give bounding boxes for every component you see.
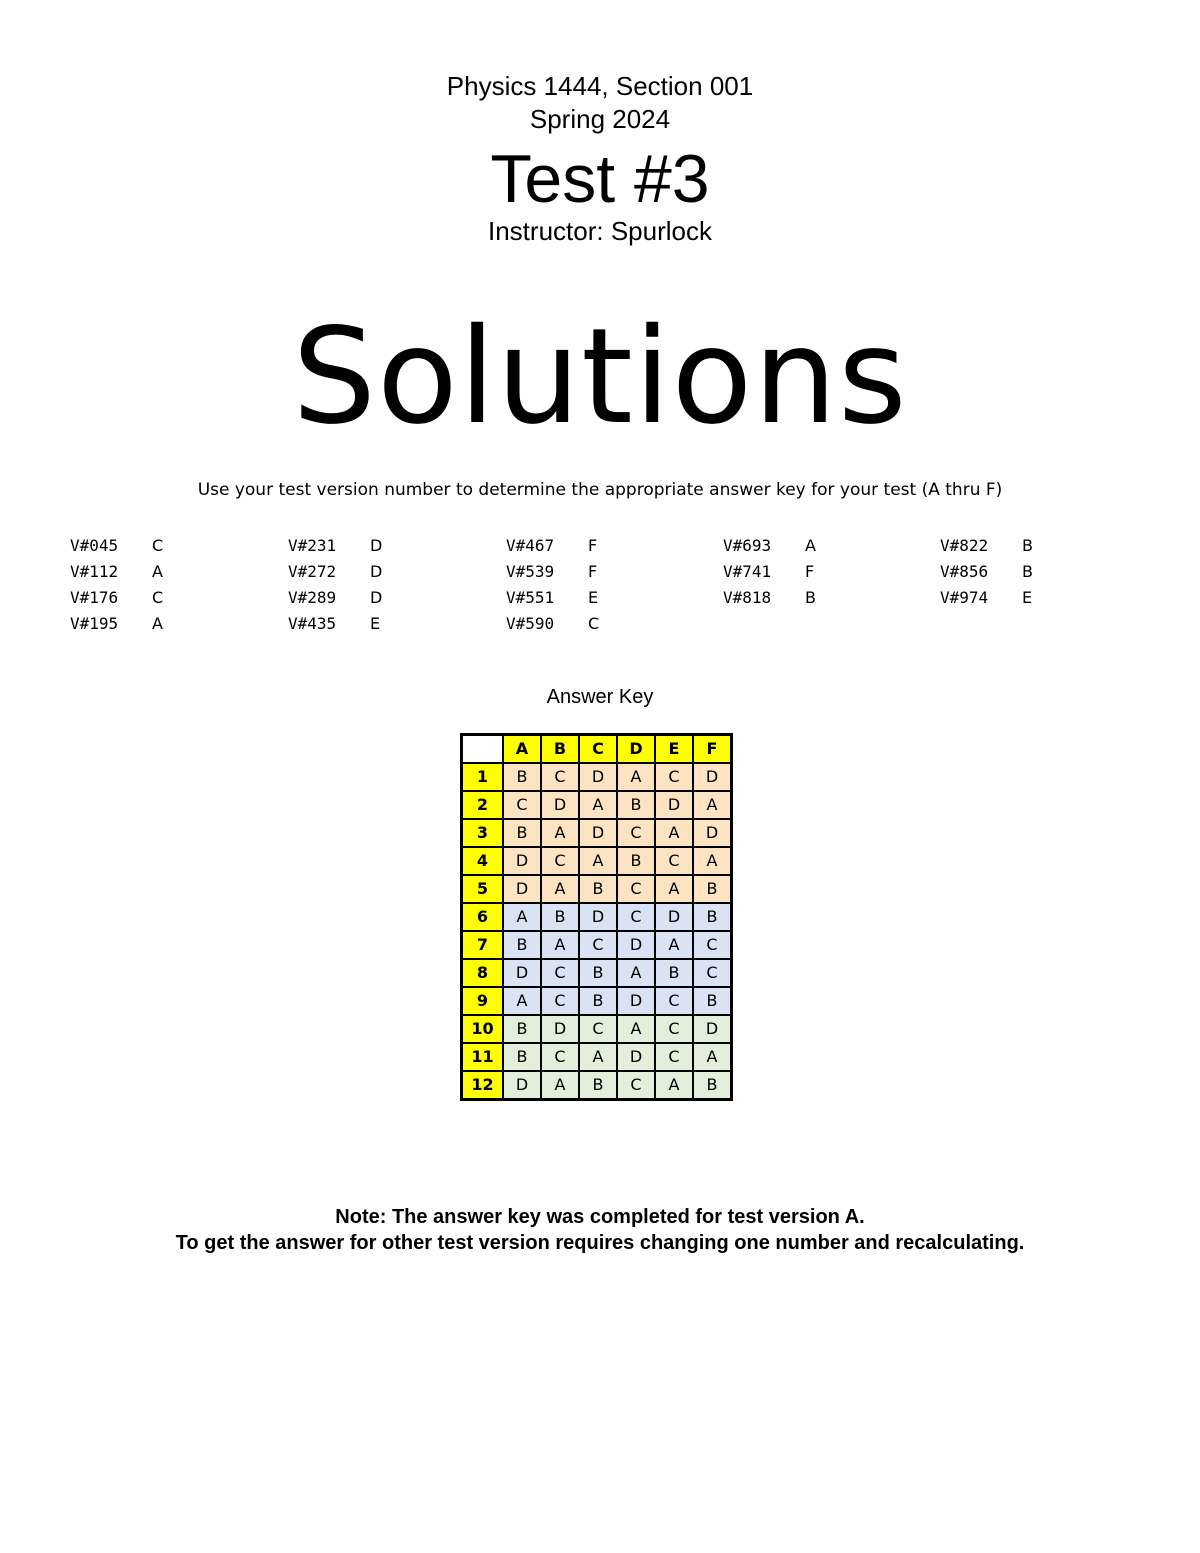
version-key-letter: C bbox=[588, 614, 600, 633]
version-number: V#176 bbox=[70, 588, 119, 607]
answer-cell: C bbox=[693, 959, 732, 987]
answer-key-column-header: E bbox=[655, 735, 693, 764]
answer-cell: A bbox=[617, 763, 655, 791]
answer-cell: C bbox=[541, 847, 579, 875]
version-entry bbox=[70, 559, 163, 585]
answer-cell: B bbox=[693, 903, 732, 931]
answer-cell: B bbox=[617, 847, 655, 875]
version-key-letter: B bbox=[805, 588, 816, 607]
question-number: 6 bbox=[462, 903, 504, 931]
answer-key-row bbox=[462, 931, 732, 959]
version-key-letter: F bbox=[805, 562, 815, 581]
answer-key-row bbox=[462, 875, 732, 903]
version-entry bbox=[723, 533, 816, 559]
answer-cell: D bbox=[503, 959, 541, 987]
answer-key-row bbox=[462, 1015, 732, 1043]
answer-cell: C bbox=[541, 1043, 579, 1071]
answer-cell: A bbox=[617, 959, 655, 987]
version-number: V#045 bbox=[70, 536, 119, 555]
version-column bbox=[723, 533, 816, 611]
version-entry bbox=[288, 611, 382, 637]
answer-cell: D bbox=[503, 875, 541, 903]
answer-cell: A bbox=[655, 875, 693, 903]
answer-cell: C bbox=[579, 1015, 617, 1043]
answer-cell: D bbox=[617, 987, 655, 1015]
version-number: V#974 bbox=[940, 588, 989, 607]
question-number: 3 bbox=[462, 819, 504, 847]
answer-key-row bbox=[462, 959, 732, 987]
version-entry bbox=[70, 585, 163, 611]
answer-cell: A bbox=[579, 791, 617, 819]
answer-cell: C bbox=[541, 763, 579, 791]
answer-cell: D bbox=[579, 819, 617, 847]
version-number: V#289 bbox=[288, 588, 337, 607]
answer-cell: D bbox=[579, 763, 617, 791]
note-line-1: Note: The answer key was completed for test version A. bbox=[335, 1206, 865, 1228]
answer-cell: D bbox=[503, 1071, 541, 1100]
answer-cell: B bbox=[503, 1043, 541, 1071]
answer-cell: A bbox=[655, 931, 693, 959]
version-key-letter: E bbox=[370, 614, 381, 633]
version-entry bbox=[506, 559, 599, 585]
version-key-letter: B bbox=[1022, 536, 1033, 555]
version-number: V#590 bbox=[506, 614, 555, 633]
version-key-letter: A bbox=[152, 614, 163, 633]
answer-cell: B bbox=[579, 987, 617, 1015]
version-key-letter: F bbox=[588, 536, 598, 555]
question-number: 10 bbox=[462, 1015, 504, 1043]
answer-cell: D bbox=[617, 1043, 655, 1071]
answer-cell: A bbox=[579, 1043, 617, 1071]
answer-key-column-header: F bbox=[693, 735, 732, 764]
version-entry bbox=[288, 559, 382, 585]
answer-cell: A bbox=[503, 987, 541, 1015]
version-number: V#822 bbox=[940, 536, 989, 555]
answer-key-row bbox=[462, 1071, 732, 1100]
answer-cell: A bbox=[541, 931, 579, 959]
version-entry bbox=[723, 585, 816, 611]
answer-cell: C bbox=[693, 931, 732, 959]
answer-key-column-header: B bbox=[541, 735, 579, 764]
answer-cell: C bbox=[655, 1015, 693, 1043]
version-number: V#435 bbox=[288, 614, 337, 633]
answer-key-row bbox=[462, 1043, 732, 1071]
version-key-letter: E bbox=[588, 588, 599, 607]
answer-cell: A bbox=[541, 875, 579, 903]
version-entry bbox=[506, 611, 599, 637]
version-entry bbox=[940, 533, 1033, 559]
question-number: 4 bbox=[462, 847, 504, 875]
answer-cell: B bbox=[655, 959, 693, 987]
answer-cell: A bbox=[541, 1071, 579, 1100]
answer-key-column-header: D bbox=[617, 735, 655, 764]
answer-key-header-row bbox=[462, 735, 732, 764]
version-entry bbox=[506, 533, 599, 559]
version-entry bbox=[288, 533, 382, 559]
version-key-letter: E bbox=[1022, 588, 1033, 607]
version-number: V#467 bbox=[506, 536, 555, 555]
solutions-heading: Solutions bbox=[292, 300, 908, 454]
test-title: Test #3 bbox=[490, 141, 710, 217]
answer-cell: A bbox=[693, 847, 732, 875]
course-title: Physics 1444, Section 001 bbox=[446, 71, 754, 101]
version-column bbox=[288, 533, 382, 637]
answer-cell: D bbox=[503, 847, 541, 875]
instructor-label: Instructor: Spurlock bbox=[488, 216, 712, 246]
version-key-letter: C bbox=[152, 536, 164, 555]
version-entry bbox=[70, 611, 163, 637]
version-list bbox=[70, 533, 1170, 643]
answer-cell: C bbox=[541, 987, 579, 1015]
term-label: Spring 2024 bbox=[529, 104, 671, 134]
answer-cell: C bbox=[655, 847, 693, 875]
answer-cell: A bbox=[693, 791, 732, 819]
answer-cell: C bbox=[617, 875, 655, 903]
version-number: V#272 bbox=[288, 562, 337, 581]
answer-cell: C bbox=[617, 819, 655, 847]
answer-key-row bbox=[462, 791, 732, 819]
version-key-letter: C bbox=[152, 588, 164, 607]
answer-cell: B bbox=[693, 875, 732, 903]
answer-cell: D bbox=[617, 931, 655, 959]
answer-cell: C bbox=[655, 987, 693, 1015]
question-number: 1 bbox=[462, 763, 504, 791]
answer-cell: C bbox=[503, 791, 541, 819]
note-line-2: To get the answer for other test version requires changing one number and recalculating. bbox=[175, 1232, 1025, 1254]
question-number: 8 bbox=[462, 959, 504, 987]
version-number: V#231 bbox=[288, 536, 337, 555]
question-number: 5 bbox=[462, 875, 504, 903]
answer-cell: B bbox=[541, 903, 579, 931]
answer-cell: B bbox=[579, 959, 617, 987]
version-column bbox=[506, 533, 599, 637]
version-key-letter: D bbox=[370, 536, 383, 555]
version-entry bbox=[723, 559, 816, 585]
question-number: 12 bbox=[462, 1071, 504, 1100]
version-number: V#693 bbox=[723, 536, 772, 555]
version-key-letter: A bbox=[805, 536, 816, 555]
version-entry bbox=[506, 585, 599, 611]
question-number: 2 bbox=[462, 791, 504, 819]
answer-cell: B bbox=[579, 875, 617, 903]
version-number: V#551 bbox=[506, 588, 555, 607]
answer-cell: B bbox=[503, 763, 541, 791]
answer-cell: A bbox=[579, 847, 617, 875]
answer-cell: A bbox=[617, 1015, 655, 1043]
version-key-letter: A bbox=[152, 562, 163, 581]
answer-key-row bbox=[462, 763, 732, 791]
question-number: 7 bbox=[462, 931, 504, 959]
answer-key-row bbox=[462, 819, 732, 847]
version-column bbox=[940, 533, 1033, 611]
version-key-letter: F bbox=[588, 562, 598, 581]
version-number: V#112 bbox=[70, 562, 119, 581]
answer-key-column-header: A bbox=[503, 735, 541, 764]
answer-key-corner-cell bbox=[462, 735, 504, 764]
answer-cell: D bbox=[541, 1015, 579, 1043]
answer-cell: D bbox=[655, 791, 693, 819]
question-number: 9 bbox=[462, 987, 504, 1015]
version-key-letter: B bbox=[1022, 562, 1033, 581]
answer-cell: D bbox=[693, 819, 732, 847]
version-column bbox=[70, 533, 163, 637]
answer-key-row bbox=[462, 847, 732, 875]
answer-cell: A bbox=[503, 903, 541, 931]
answer-cell: D bbox=[579, 903, 617, 931]
version-number: V#741 bbox=[723, 562, 772, 581]
version-entry bbox=[940, 559, 1033, 585]
answer-key-table bbox=[460, 733, 733, 1101]
version-entry bbox=[940, 585, 1033, 611]
answer-cell: A bbox=[541, 819, 579, 847]
answer-cell: C bbox=[655, 1043, 693, 1071]
instructions-text: Use your test version number to determine the appropriate answer key for your test (A thru F) bbox=[197, 480, 1003, 500]
answer-cell: B bbox=[693, 1071, 732, 1100]
answer-cell: B bbox=[503, 931, 541, 959]
answer-cell: C bbox=[617, 1071, 655, 1100]
answer-cell: B bbox=[693, 987, 732, 1015]
answer-cell: D bbox=[655, 903, 693, 931]
answer-cell: B bbox=[503, 1015, 541, 1043]
answer-cell: D bbox=[693, 763, 732, 791]
answer-cell: C bbox=[617, 903, 655, 931]
version-number: V#539 bbox=[506, 562, 555, 581]
question-number: 11 bbox=[462, 1043, 504, 1071]
version-number: V#818 bbox=[723, 588, 772, 607]
answer-cell: C bbox=[655, 763, 693, 791]
version-entry bbox=[288, 585, 382, 611]
answer-cell: D bbox=[541, 791, 579, 819]
version-key-letter: D bbox=[370, 588, 383, 607]
answer-key-title: Answer Key bbox=[546, 686, 654, 708]
answer-cell: C bbox=[579, 931, 617, 959]
answer-cell: A bbox=[655, 819, 693, 847]
answer-cell: A bbox=[693, 1043, 732, 1071]
answer-cell: B bbox=[503, 819, 541, 847]
answer-key-row bbox=[462, 987, 732, 1015]
answer-key-row bbox=[462, 903, 732, 931]
answer-cell: A bbox=[655, 1071, 693, 1100]
version-number: V#856 bbox=[940, 562, 989, 581]
answer-cell: D bbox=[693, 1015, 732, 1043]
answer-cell: C bbox=[541, 959, 579, 987]
version-number: V#195 bbox=[70, 614, 119, 633]
answer-cell: B bbox=[617, 791, 655, 819]
answer-cell: B bbox=[579, 1071, 617, 1100]
version-key-letter: D bbox=[370, 562, 383, 581]
answer-key-column-header: C bbox=[579, 735, 617, 764]
version-entry bbox=[70, 533, 163, 559]
